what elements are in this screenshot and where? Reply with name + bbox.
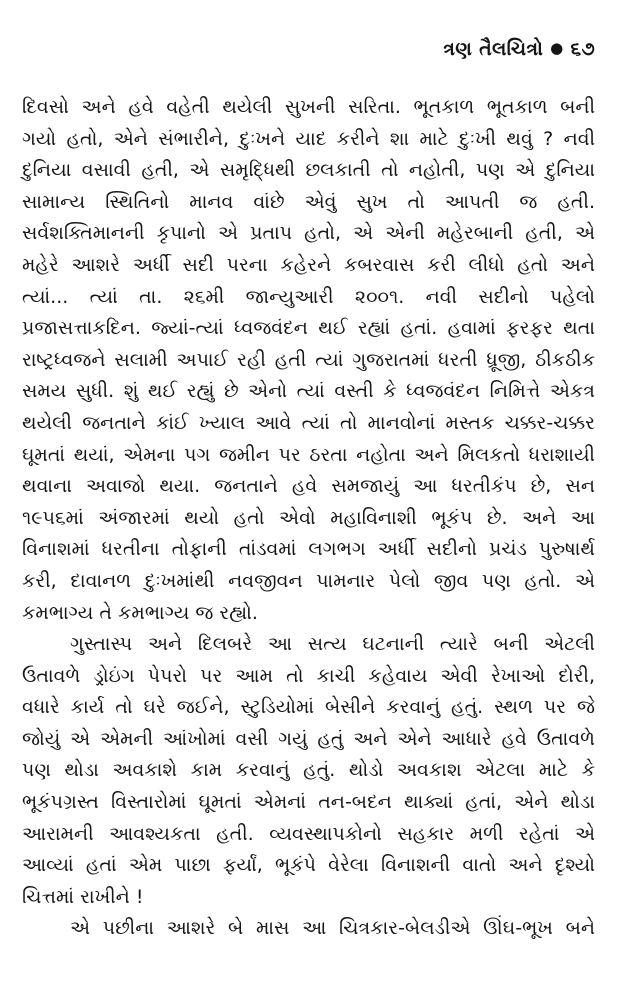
body-text [22,92,595,945]
bullet-separator: ● [550,39,564,57]
paragraph-3 [22,913,595,945]
text-line: ચિત્તમાં રાખીને ! [22,885,144,908]
text-line: આવ્યાં હતાં એમ પાછા ફર્યાં, ભૂકંપે વેરેલા વિનાશની વાતો અને દૃશ્યો [22,854,595,877]
text-line: દિવસો અને હવે વહેતી થયેલી સુખની સરિતા. ભૂતકાળ ભૂતકાળ બની [22,96,595,118]
chapter-title: ત્રણ તૈલચિત્રો [443,38,544,60]
text-line: વિનાશમાં ધરતીના તોફાની તાંડવમાં લગભગ અર્ધી સદીનો પ્રચંડ પુરુષાર્થ [22,538,595,561]
text-line: સમય સુધી. શું થઈ રહ્યું છે એનો ત્યાં વસ્તી કે ધ્વજવંદન નિમિત્તે એકત્ર [22,380,595,403]
text-line: રાષ્ટ્રધ્વજને સલામી અપાઈ રહી હતી ત્યાં ગુજરાતમાં ધરતી ધ્રૂજી, ઠીકઠીક [22,348,595,371]
text-line: આરામની આવશ્યકતા હતી. વ્યવસ્થાપકોનો સહકાર મળી રહેતાં એ [22,822,595,845]
text-line: થયેલી જનતાને કાંઈ ખ્યાલ આવે ત્યાં તો માનવોનાં મસ્તક ચક્કર-ચક્કર [22,411,595,434]
text-line: ઉતાવળે ડ્રોઇંગ પેપરો પર આમ તો કાચી કહેવાય એવી રેખાઓ દોરી, [22,664,595,687]
text-line: સર્વશક્તિમાનની કૃપાનો એ પ્રતાપ હતો, એ એની મહેરબાની હતી, એ [22,222,595,245]
text-line: મહેરે આશરે અર્ધી સદી પરના કહેરને કબરવાસ કરી લીધો હતો અને [22,253,595,276]
text-line: પણ થોડા અવકાશે કામ કરવાનું હતું. થોડો અવકાશ એટલા માટે કે [22,759,595,782]
text-line: ગુસ્તાસ્પ અને દિલબરે આ સત્ય ઘટનાની ત્યારે બની એટલી [70,633,595,656]
text-line: થવાના અવાજો થયા. જનતાને હવે સમજાયું આ ધરતીકંપ છે, સન [22,475,595,498]
text-line: ગયો હતો, એને સંભારીને, દુઃખને યાદ કરીને શા માટે દુઃખી થવું ? નવી [22,127,595,150]
text-line: ઘૂમતાં થયાં, એમના પગ જમીન પર ઠરતા નહોતા અને મિલકતો ધરાશાયી [22,443,595,466]
text-line: ૧૯૫૬માં અંજારમાં થયો હતો એવો મહાવિનાશી ભૂકંપ છે. અને આ [22,506,595,529]
text-line: પ્રજાસત્તાકદિન. જ્યાં-ત્યાં ધ્વજવંદન થઈ રહ્યાં હતાં. હવામાં ફરફર થતા [22,317,595,340]
text-line: સામાન્ય સ્થિતિનો માનવ વાંછે એવું સુખ તો આપતી જ હતી. [22,190,595,213]
text-line: દુનિયા વસાવી હતી, એ સમૃદ્ધિથી છલકાતી તો નહોતી, પણ એ દુનિયા [22,159,595,182]
running-header [443,40,595,59]
text-line: ભૂકંપગ્રસ્ત વિસ્તારોમાં ઘૂમતાં એમનાં તન-બદન થાક્યાં હતાં, એને થોડા [22,791,595,814]
text-line: જોયું એ એમની આંખોમાં વસી ગયું હતું અને એને આધારે હવે ઉતાવળે [22,727,595,750]
text-line: વધારે કાર્ય તો ઘરે જઈને, સ્ટુડિયોમાં બેસીને કરવાનું હતું. સ્થળ પર જે [22,696,595,719]
text-line: કમભાગ્ય તે કમભાગ્ય જ રહ્યો. [22,601,258,624]
page-number: ૬૭ [570,38,595,60]
text-line: એ પછીના આશરે બે માસ આ ચિત્રકાર-બેલડીએ ઊંઘ-ભૂખ બને [70,917,595,940]
paragraph-1 [22,92,595,629]
text-line: કરી, દાવાનળ દુઃખમાંથી નવજીવન પામનાર પેલો જીવ પણ હતો. એ [22,569,595,592]
paragraph-2 [22,629,595,913]
text-line: ત્યાં... ત્યાં તા. ૨૬મી જાન્યુઆરી ૨૦૦૧. નવી સદીનો પહેલો [22,285,595,308]
